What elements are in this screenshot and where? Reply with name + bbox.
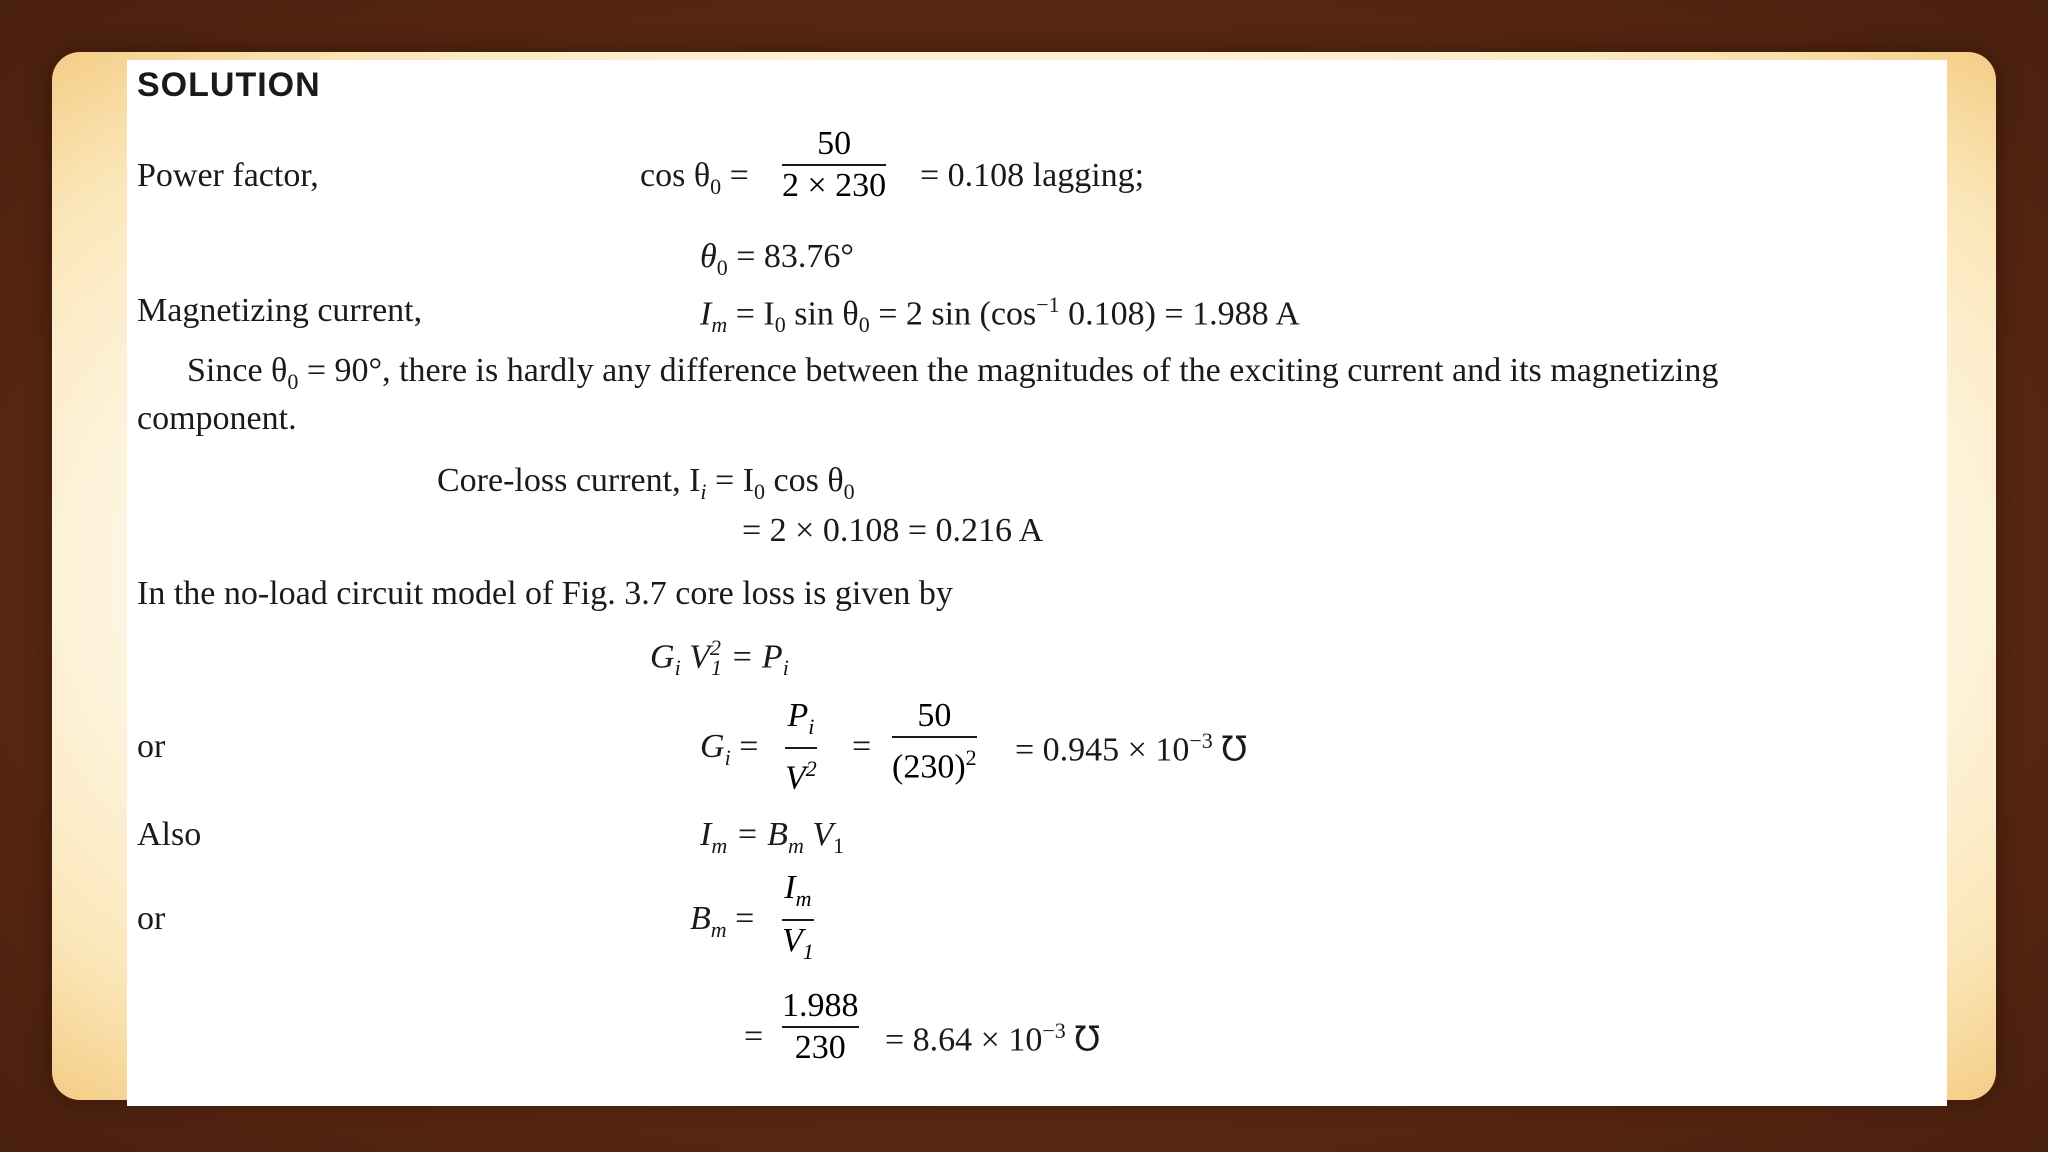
intro-line: In the no-load circuit model of Fig. 3.7 core loss is given by bbox=[137, 575, 953, 612]
eq5-numerator-1: $P_i$ bbox=[787, 697, 815, 739]
label-or-2: or bbox=[137, 900, 166, 937]
eq2: $\theta_0 = 83.76^\circ$ bbox=[700, 238, 854, 280]
label-also: Also bbox=[137, 816, 202, 853]
eq5-equals: = bbox=[852, 728, 872, 765]
eq7-numerator: $I_m$ bbox=[784, 869, 812, 911]
eq7-fraction bbox=[782, 868, 814, 972]
label-power-factor: Power factor, bbox=[137, 157, 319, 194]
label-or-1: or bbox=[137, 728, 166, 765]
eq1-rhs: = 0.108 lagging; bbox=[920, 157, 1145, 194]
eq8-rhs: = $8.64 \times 10^{-3}$ ℧ bbox=[885, 1018, 1101, 1059]
eq1-numerator: 50 bbox=[817, 125, 852, 162]
eq3: $I_m = I_0$ $\sin \theta_0 = 2$ $\sin (\cos^{-1}$ 0.108) = 1.988 A bbox=[700, 292, 1300, 338]
eq5-fraction-2 bbox=[892, 696, 977, 787]
eq5-denominator-2: $(230)^2$ bbox=[892, 745, 977, 786]
eq8-fraction bbox=[782, 986, 859, 1068]
eq5-denominator-1: $V^2$ bbox=[785, 755, 817, 797]
eq5-rhs: = $0.945 \times 10^{-3}$ ℧ bbox=[1015, 728, 1248, 769]
eq8-numerator: 1.988 bbox=[782, 987, 859, 1024]
eq1-fraction bbox=[782, 124, 886, 206]
eq4: $G_i$ $V^2_1 = P_i$ bbox=[650, 635, 789, 681]
eq7-denominator: $V_1$ bbox=[782, 921, 814, 964]
solution-heading: SOLUTION bbox=[137, 66, 321, 104]
eq8-equals: = bbox=[744, 1018, 764, 1055]
paragraph-line-2: component. bbox=[137, 400, 297, 437]
eq1-lhs: $\cos \theta_0$ = bbox=[640, 157, 749, 199]
solution-page bbox=[127, 60, 1947, 1106]
eq1-denominator: 2 × 230 bbox=[782, 167, 887, 204]
eq8-denominator: 230 bbox=[794, 1029, 846, 1066]
eq5-fraction-1 bbox=[785, 696, 817, 798]
label-magnetizing-current: Magnetizing current, bbox=[137, 292, 423, 329]
eq6: $I_m = B_m$ $V_1$ bbox=[700, 816, 845, 858]
core-loss-line-1: Core-loss current, $I_i = I_0$ $\cos \theta_0$ bbox=[437, 462, 855, 504]
eq5-numerator-2: 50 bbox=[917, 697, 952, 734]
core-loss-line-2: = 2 × 0.108 = 0.216 A bbox=[742, 512, 1044, 549]
paragraph-line-1: Since $\theta_0 = 90^\circ$, there is hardly any difference between the magnitudes of the exciting current and its magnetizing bbox=[187, 352, 1719, 394]
eq7-lhs: $B_m$ = bbox=[690, 900, 755, 942]
eq5-lhs: $G_i$ = bbox=[700, 728, 759, 770]
